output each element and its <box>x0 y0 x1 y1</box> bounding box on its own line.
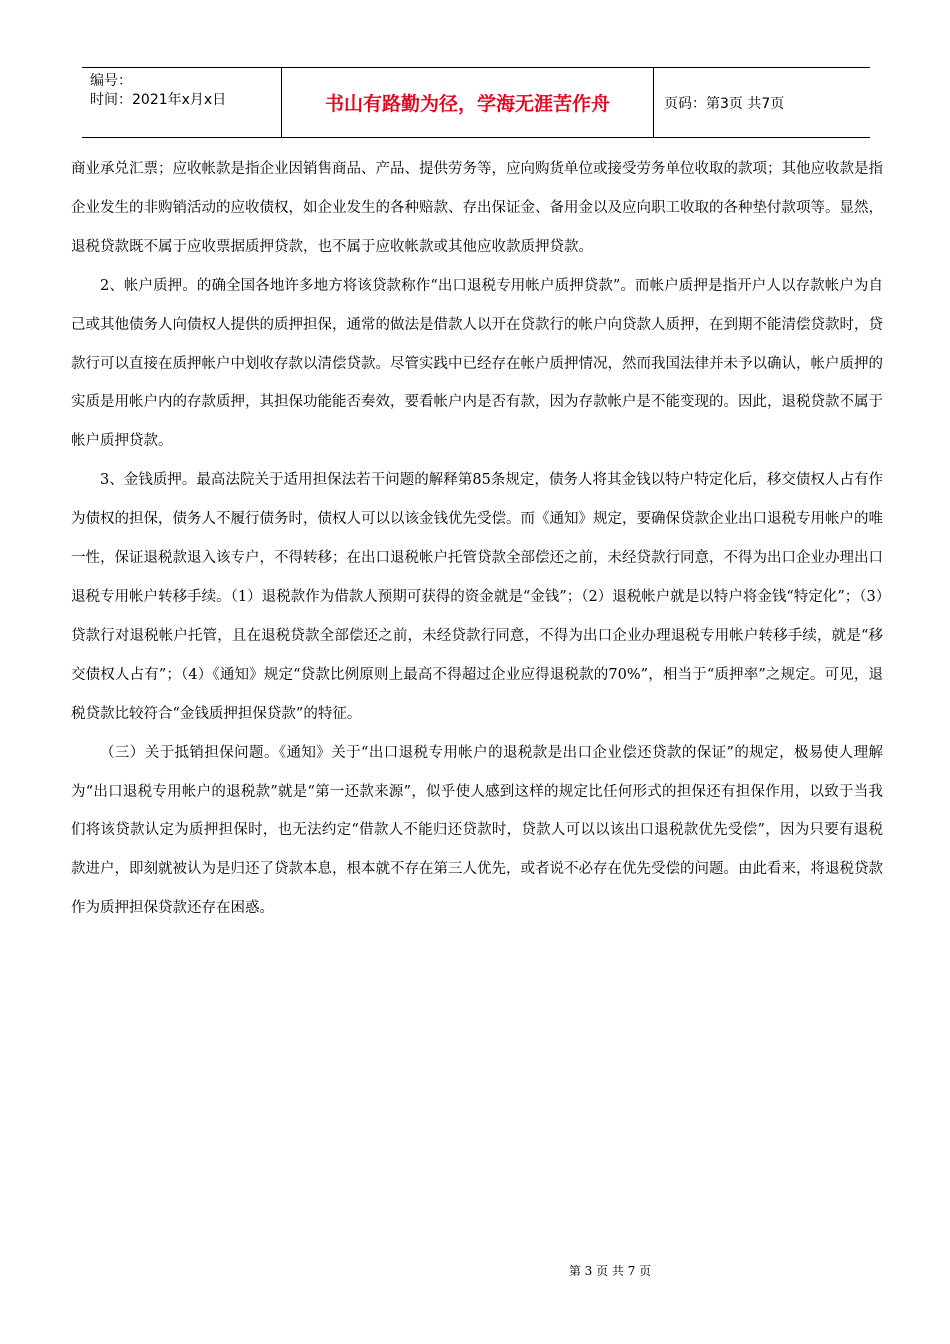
header-motto: 书山有路勤为径，学海无涯苦作舟 <box>282 68 654 137</box>
paragraph-account-pledge: 2、帐户质押。的确全国各地许多地方将该贷款称作“出口退税专用帐户质押贷款”。而帐户质押是指开户人以存款帐户为自己或其他债务人向债权人提供的质押担保，通常的做法是借款人以开在贷款行的帐户向贷款人质押，在到期不能清偿贷款时，贷款行可以直接在质押帐户中划收存款以清偿贷款。尽管实践中已经存在帐户质押情况，然而我国法律并未予以确认，帐户质押的实质是用帐户内的存款质押，其担保功能能否奏效，要看帐户内是否有款，因为存款帐户是不能变现的。因此，退税贷款不属于帐户质押贷款。 <box>71 277 883 450</box>
document-number-label: 编号： <box>90 73 132 89</box>
paragraph-continuation: 商业承兑汇票；应收帐款是指企业因销售商品、产品、提供劳务等，应向购货单位或接受劳务单位收取的款项；其他应收款是指企业发生的非购销活动的应收债权，如企业发生的各种赔款、存出保证金、备用金以及应向职工收取的各种垫付款项等。显然，退税贷款既不属于应收票据质押贷款，也不属于应收帐款或其他应收款质押贷款。 <box>71 161 883 255</box>
paragraph-offset-guarantee: （三）关于抵销担保问题。《通知》关于“出口退税专用帐户的退税款是出口企业偿还贷款的保证”的规定，极易使人理解为“出口退税专用帐户的退税款”就是“第一还款来源”，似乎使人感到这样的规定比任何形式的担保还有担保作用，以致于当我们将该贷款认定为质押担保时，也无法约定“借款人不能归还贷款时，贷款人可以以该出口退税款优先受偿”，因为只要有退税款进户，即刻就被认为是归还了贷款本息，根本就不存在第三人优先，或者说不必存在优先受偿的问题。由此看来，将退税贷款作为质押担保贷款还存在困惑。 <box>71 744 883 917</box>
page-header <box>82 67 870 138</box>
header-info <box>82 68 282 137</box>
header-page-code: 页码：第3页 共7页 <box>664 95 785 112</box>
paragraph-money-pledge: 3、金钱质押。最高法院关于适用担保法若干问题的解释第85条规定，债务人将其金钱以特户特定化后，移交债权人占有作为债权的担保，债务人不履行债务时，债权人可以以该金钱优先受偿。而《通知》规定，要确保贷款企业出口退税专用帐户的唯一性，保证退税款退入该专户，不得转移；在出口退税帐户托管贷款全部偿还之前，未经贷款行同意，不得为出口企业办理出口退税专用帐户转移手续。（1）退税款作为借款人预期可获得的资金就是“金钱”；（2）退税帐户就是以特户将金钱“特定化”；（3）贷款行对退税帐户托管，且在退税贷款全部偿还之前，未经贷款行同意，不得为出口企业办理退税专用帐户转移手续，就是“移交债权人占有”；（4）《通知》规定“贷款比例原则上最高不得超过企业应得退税款的70%”，相当于“质押率”之规定。可见，退税贷款比较符合“金钱质押担保贷款”的特征。 <box>71 472 883 722</box>
document-body <box>71 150 883 928</box>
page-footer: 第 3 页 共 7 页 <box>568 1264 652 1278</box>
document-date-label: 时间：2021年x月x日 <box>90 92 227 108</box>
